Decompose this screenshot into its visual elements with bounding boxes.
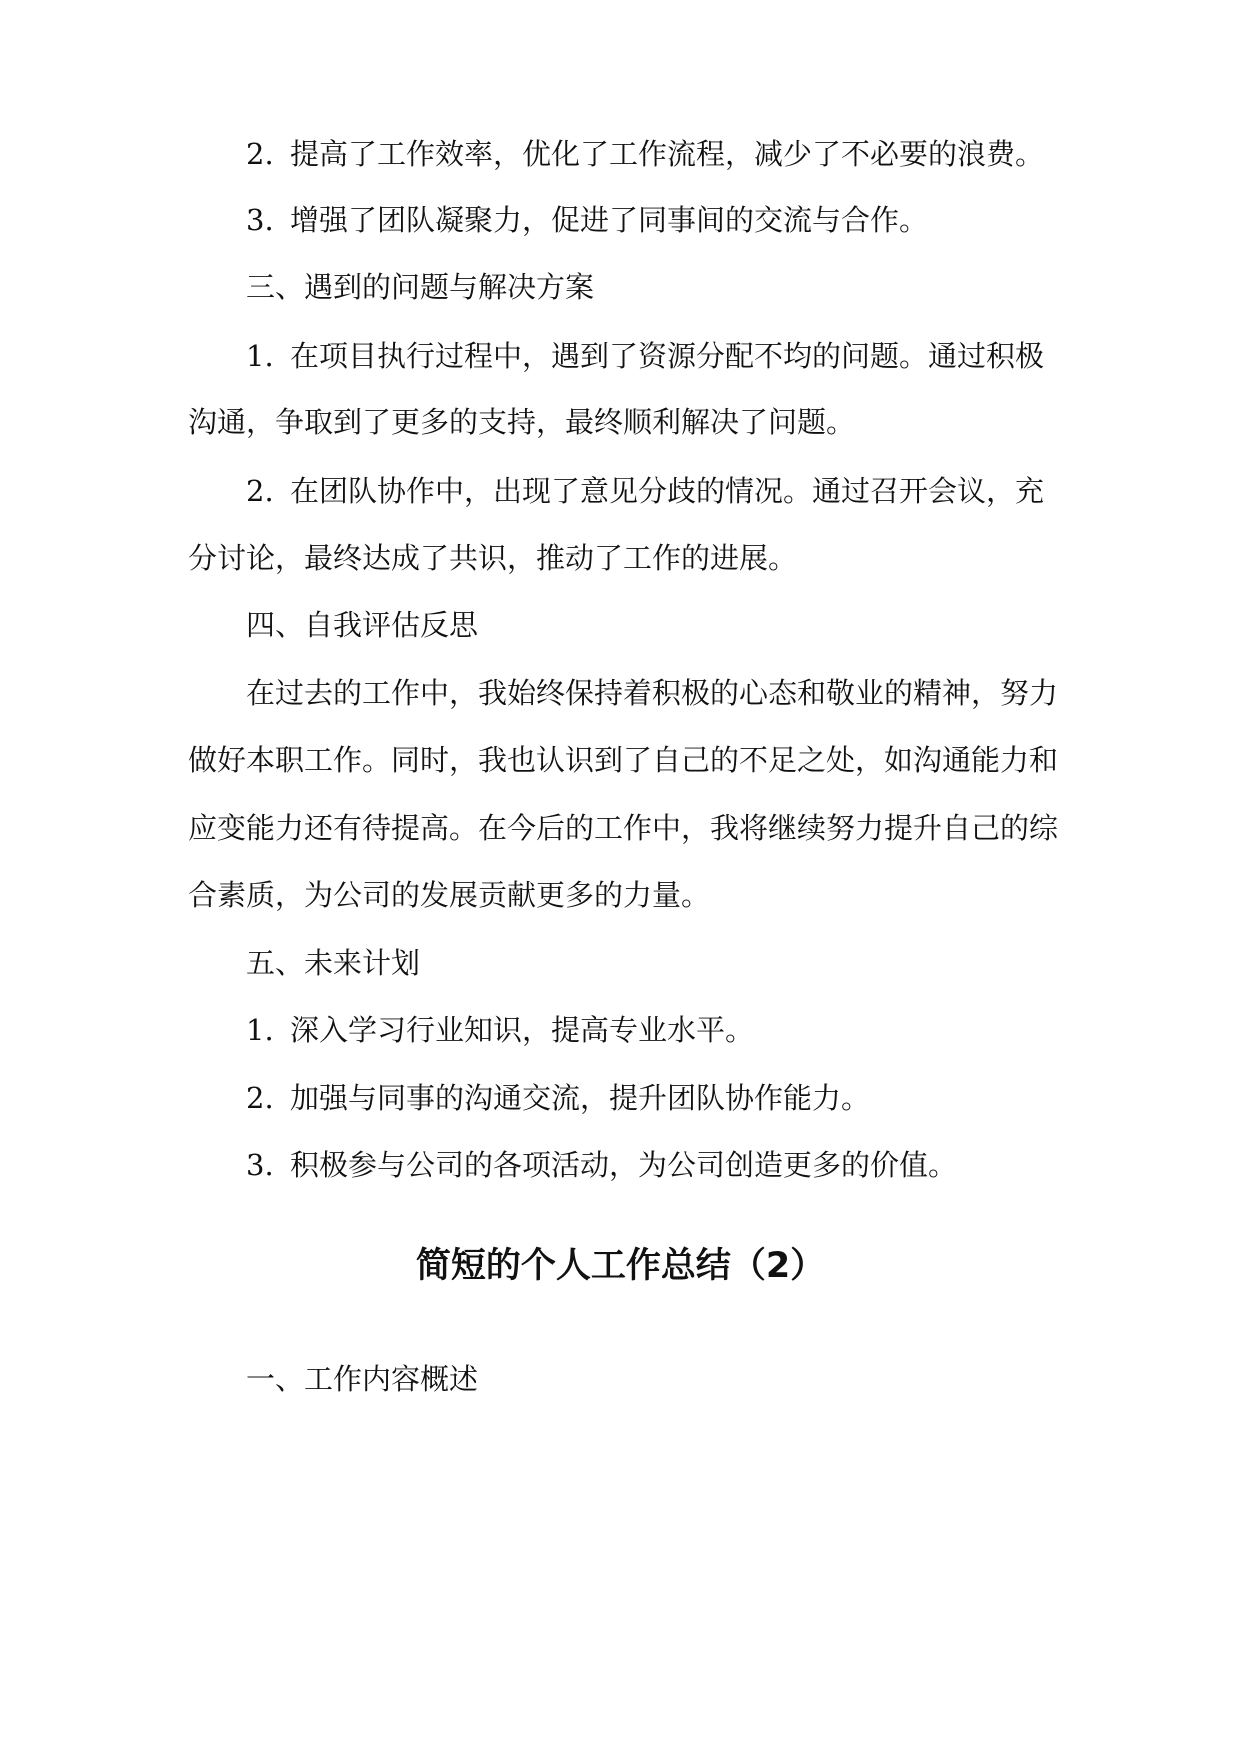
- list-text: 加强与同事的沟通交流，提升团队协作能力。: [290, 1081, 871, 1115]
- section-heading: 五、未来计划: [246, 946, 421, 980]
- document-title: 简短的个人工作总结（2）: [415, 1246, 826, 1286]
- list-item: [0, 1145, 1241, 1185]
- list-item: [0, 471, 1241, 511]
- paragraph-line: 做好本职工作。同时，我也认识到了自己的不足之处，如沟通能力和: [188, 743, 1059, 777]
- list-number: 1.: [246, 339, 274, 373]
- list-item-continuation: 沟通，争取到了更多的支持，最终顺利解决了问题。: [188, 405, 856, 439]
- list-item-continuation: 分讨论，最终达成了共识，推动了工作的进展。: [188, 541, 798, 575]
- list-text: 在项目执行过程中，遇到了资源分配不均的问题。通过积极: [290, 339, 1045, 373]
- list-text: 积极参与公司的各项活动，为公司创造更多的价值。: [290, 1148, 958, 1182]
- section-heading: 四、自我评估反思: [246, 608, 479, 642]
- section-heading: 三、遇到的问题与解决方案: [246, 270, 595, 304]
- paragraph-line: 合素质，为公司的发展贡献更多的力量。: [188, 878, 711, 912]
- list-item: [0, 200, 1241, 240]
- list-number: 2.: [246, 137, 274, 171]
- list-text: 提高了工作效率，优化了工作流程，减少了不必要的浪费。: [290, 137, 1045, 171]
- list-text: 增强了团队凝聚力，促进了同事间的交流与合作。: [290, 203, 929, 237]
- list-number: 1.: [246, 1013, 274, 1047]
- list-number: 2.: [246, 474, 274, 508]
- list-item: [0, 134, 1241, 174]
- list-item: [0, 1078, 1241, 1118]
- list-text: 在团队协作中，出现了意见分歧的情况。通过召开会议，充: [290, 474, 1045, 508]
- list-item: [0, 1010, 1241, 1050]
- list-text: 深入学习行业知识，提高专业水平。: [290, 1013, 755, 1047]
- list-item: [0, 336, 1241, 376]
- section-heading: 一、工作内容概述: [246, 1362, 479, 1396]
- list-number: 3.: [246, 203, 274, 237]
- list-number: 3.: [246, 1148, 274, 1182]
- paragraph-line: 应变能力还有待提高。在今后的工作中，我将继续努力提升自己的综: [188, 811, 1059, 845]
- paragraph-line: 在过去的工作中，我始终保持着积极的心态和敬业的精神，努力: [246, 676, 1059, 710]
- list-number: 2.: [246, 1081, 274, 1115]
